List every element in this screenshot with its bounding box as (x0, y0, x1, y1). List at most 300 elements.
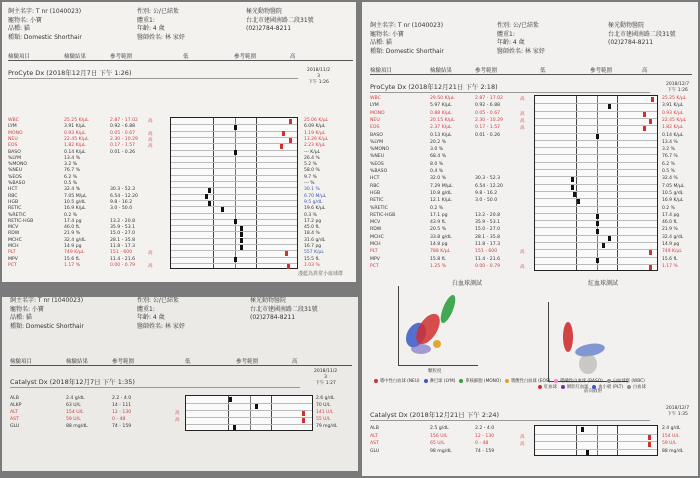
reference-value: 7.05 M/μL (662, 183, 685, 189)
divider (10, 365, 352, 366)
range: 11.8 - 17.3 (110, 244, 136, 249)
report-sheet-procyte-1207 (2, 2, 356, 282)
range: 12 - 130 (112, 410, 132, 415)
sex: 性別: 公/已結紮 (137, 297, 179, 304)
result-marker (240, 245, 243, 250)
value: 0.2 % (64, 212, 78, 218)
result-marker (289, 119, 292, 124)
reference-value: 25.25 K/μL (662, 96, 687, 101)
value: 0.5 % (64, 181, 78, 186)
item: RBC (370, 183, 380, 189)
value: 63 U/L (66, 403, 81, 408)
flag: 高 (520, 250, 525, 256)
gauge-row-line (171, 213, 297, 214)
gauge-row-line (535, 176, 657, 177)
reference-value: 5.2 % (304, 162, 317, 168)
result-marker (282, 131, 285, 136)
clinic-info (608, 22, 676, 48)
reference-value: 1.19 K/μL (304, 130, 326, 136)
item: HCT (8, 187, 18, 193)
item: HCT (370, 176, 380, 182)
gauge-row-line (535, 118, 657, 119)
reference-value: 79 mg/dL (316, 424, 338, 429)
range: 2.30 - 10.29 (110, 136, 138, 142)
legend-dot-icon (374, 379, 378, 383)
reference-value: 0.5 % (662, 169, 675, 174)
range: 28.1 - 35.8 (110, 237, 136, 243)
result-marker (651, 97, 654, 102)
reference-value: 749 K/μL (662, 249, 682, 255)
range: 35.9 - 53.1 (110, 225, 136, 231)
age: 年齡: 4 歲 (137, 314, 165, 321)
item: %LYM (8, 155, 22, 161)
flag: 高 (148, 137, 153, 143)
legend-label: 嗜中性白血球 (NEU) (380, 379, 420, 384)
item: LYM (370, 103, 379, 109)
reference-value: 0.93 K/μL (662, 110, 684, 116)
gauge-row-line (171, 225, 297, 226)
gauge-row-line (186, 424, 312, 425)
item: RETIC (370, 198, 384, 204)
item: %NEU (370, 154, 385, 160)
col-range: 參考範圍 (110, 54, 133, 60)
range: 0 - 48 (475, 441, 489, 446)
item: %MONO (8, 162, 27, 168)
reference-value: 6.2 % (662, 161, 675, 167)
weight: 體重1: (497, 30, 515, 38)
gauge-row-line (535, 198, 657, 199)
reference-value: 13.26 K/μL (304, 136, 329, 142)
range: 0.05 - 0.67 (110, 130, 136, 136)
owner-label: 飼主名字: T nr (1040023) (10, 297, 84, 304)
reference-value: 2.23 K/μL (304, 143, 326, 149)
eos-cluster (433, 340, 441, 348)
gauge-row-line (171, 238, 297, 239)
value: 59 U/L (66, 417, 81, 422)
value: 0.2 % (430, 205, 444, 211)
wbc-x-label: 顆粒度 (428, 369, 442, 374)
range: 14 - 111 (112, 403, 132, 408)
gauge-row-line (535, 111, 657, 112)
age: 年齡: 4 歲 (497, 39, 525, 46)
item: RDW (370, 227, 382, 233)
item: MPV (8, 256, 18, 262)
col-normal: 參考範圍 (234, 54, 257, 60)
item: MCH (370, 242, 381, 247)
reference-value: 3.91 K/μL (662, 103, 684, 109)
legend-item (374, 379, 420, 384)
divider (370, 92, 650, 93)
value: 3.91 K/μL (64, 124, 86, 130)
result-marker (208, 188, 211, 193)
gauge-row-line (535, 235, 657, 236)
flag: 高 (520, 118, 525, 124)
clinic-address: 台北市建國南路二段31號 (246, 16, 314, 24)
range: 3.0 - 50.0 (110, 206, 133, 212)
range: 2.2 - 4.0 (475, 426, 495, 431)
result-marker (240, 238, 243, 243)
doctor: 醫師姓名: 林 家妤 (137, 33, 185, 41)
value: 0.14 K/μL (64, 149, 86, 155)
gauge-row-line (535, 249, 657, 250)
range: 28.1 - 35.8 (475, 234, 501, 240)
item: MONO (8, 130, 23, 136)
legend-item (561, 385, 588, 390)
reference-value: 0.14 K/μL (662, 132, 684, 138)
gauge-row-line (535, 242, 657, 243)
patient-info-mid (497, 22, 545, 56)
value: 10.5 g/dL (64, 199, 86, 205)
col-high: 高 (290, 54, 296, 60)
gauge-row-line (186, 403, 312, 404)
range: 30.3 - 52.3 (475, 176, 501, 182)
gauge-row-line (535, 449, 657, 450)
wbc-scatter-plot (398, 286, 478, 366)
value: 0.88 K/μL (430, 110, 452, 116)
wbc-cluster (579, 354, 597, 374)
result-marker (649, 265, 652, 270)
result-marker (648, 435, 651, 440)
reference-value: 154 U/L (662, 433, 680, 439)
item: ALT (370, 433, 378, 439)
range: 15.0 - 27.0 (475, 227, 501, 233)
legend-dot-icon (607, 379, 611, 383)
reference-value: 1.03 % (304, 262, 320, 268)
legend-dot-icon (424, 379, 428, 383)
result-marker (596, 221, 599, 226)
legend-item (627, 385, 646, 390)
reference-value: 19.6 K/μL (304, 206, 326, 212)
gauge-row-line (171, 168, 297, 169)
item: ALB (370, 426, 379, 431)
range: 0.17 - 1.57 (475, 125, 501, 131)
range: 3.0 - 50.0 (475, 198, 498, 204)
item: LYM (8, 124, 17, 130)
patient-info-left (370, 22, 444, 56)
legend-label: 血小板 (PLT) (598, 385, 624, 390)
breed: 種類: Domestic Shorthair (370, 47, 444, 55)
result-marker (240, 232, 243, 237)
value: 749 K/μL (64, 250, 85, 256)
item: MCV (8, 225, 19, 231)
reference-value: 22.45 K/μL (662, 117, 687, 123)
print-date: 2018/11/2 3 下午 1:27 (314, 369, 338, 386)
clinic-name: 極光動物醫院 (250, 297, 287, 304)
result-marker (571, 177, 574, 182)
legend-label: 嗜鹼性白血球 (BASO) (560, 379, 603, 384)
clinic-info (246, 8, 314, 34)
gauge-row-line (171, 137, 297, 138)
legend-label: 網狀紅血球 (566, 385, 589, 390)
legend-dot-icon (627, 385, 631, 389)
mono-cluster (438, 293, 459, 325)
report-sheet-procyte-1221: 飼主名字: T nr (1040023) 寵物名: 小寶 品種: 貓 種類: Domestic Shorthair 性別: 公/已結紮 體重1: 年齡: 4 歲 醫師姓名: 林 家妤 極光動物醫院 台北市建國南路二段31號 (02)2784-8211 檢驗項目 檢驗結果 參考範圍 低 參考範圍 高 ProCyte Dx (2018年12月21日 下午 2:18) 2018/12/7 下午 1:26 WBC 29.50 K/μL 2.87 - 17.02 高 25.25 K/μL LYM 5.97 K/μL 0.92 - 6.88 3.91 K/μL MONO 0.88 K/μL 0.05 - 0.67 高 0.93 K/μL NEU 20.15 K/μL 2.30 - 10.29 高 22.45 K/μL EOS 2.37 K/μL 0.17 - 1.57 高 1.82 K/μL BASO 0.13 K/μL 0.01 - 0.26 0.14 K/μL %LYM 20.2 % 13.4 % %MONO 3.0 % 3.2 % %NEU 68.4 % 76.7 % %EOS 8.0 % 6.2 % %BASO 0.4 % 0.5 % HCT 32.0 % 30.3 - 52.3 32.4 % RBC 7.29 M/μL 6.54 - 12.20 7.05 M/μL HGB 10.8 g/dL 9.8 - 16.2 10.5 g/dL RETIC 12.1 K/μL 3.0 - 50.0 16.9 K/μL %RETIC 0.2 % 0.2 % RETIC-HGB 17.1 pg 13.2 - 20.8 17.4 pg MCV 43.9 fL 35.9 - 53.1 46.0 fL RDW 20.5 % 15.0 - 27.0 21.9 % MCHC 33.8 g/dL 28.1 - 35.8 32.4 g/dL MCH 14.8 pg 11.8 - 17.3 14.9 pg PLT 788 K/μL 151 - 600 高 749 K/μL MPV 15.8 fL 11.4 - 21.6 15.6 fL PCT 1.25 % 0.00 - 0.79 高 1.17 % 白血球測試 紅血球測試 顆粒度 前向散射 嗜中性白血球 (NEU) 淋巴球 (LYM) 單核細胞 (MONO) 嗜酸性白血球 (EOS) 嗜鹼性白血球 (BASO) 白血球群 (WBC) 紅血球 網狀紅血球 血小板 (PLT) 白血球 Catalyst Dx (2018年12月21日 下午 2:24) 2018/12/7 下午 1:35 ALB 2.5 g/dL 2.2 - 4.0 2.4 g/dL ALT 156 U/L 12 - 130 高 154 U/L AST 65 U/L 0 - 48 高 59 U/L GLU 98 mg/dL 74 - 159 88 mg/dL (362, 2, 698, 476)
value: 88 mg/dL (66, 424, 88, 429)
legend-dot-icon (538, 385, 542, 389)
value: 22.45 K/μL (64, 136, 89, 142)
item: GLU (370, 448, 380, 454)
reference-value: 9.7 % (304, 174, 317, 180)
result-marker (221, 207, 224, 212)
gauge-row-line (171, 187, 297, 188)
value: 1.25 % (430, 263, 447, 269)
gauge-row-line (535, 162, 657, 163)
value: 13.4 % (64, 155, 81, 161)
item: MCHC (370, 234, 384, 240)
value: 7.29 M/μL (430, 183, 453, 189)
gauge-row-line (171, 162, 297, 163)
range: 0.92 - 6.88 (475, 103, 501, 109)
item: PCT (8, 262, 17, 268)
value: 29.50 K/μL (430, 96, 455, 101)
result-marker (229, 397, 232, 402)
reference-value: 58.0 % (304, 168, 320, 174)
flag: 高 (520, 434, 525, 440)
result-marker (285, 251, 288, 256)
reference-value: 557 K/μL (304, 250, 324, 256)
value: 1.17 % (64, 262, 81, 268)
print-date: 2018/11/2 3 下午 1:26 (307, 68, 331, 85)
flag: 高 (148, 144, 153, 150)
value: 21.9 % (64, 231, 81, 237)
gauge-row-line (186, 410, 312, 411)
result-marker (596, 258, 599, 263)
value: 25.25 K/μL (64, 118, 89, 123)
gauge-row-line (171, 194, 297, 195)
reference-value: 17.2 pg (304, 218, 322, 224)
value: 32.4 g/dL (64, 237, 86, 243)
item: RETIC-HGB (370, 212, 396, 218)
legend-label: 白血球 (633, 385, 646, 390)
range: 151 - 600 (475, 249, 498, 255)
result-marker (596, 229, 599, 234)
reference-value: 76.7 % (662, 154, 678, 160)
result-marker (643, 126, 646, 131)
value: 3.0 % (430, 147, 444, 153)
reference-value: 2.6 g/dL (316, 396, 335, 401)
result-marker (608, 236, 611, 241)
reference-value: 1.17 % (662, 263, 678, 269)
item: RETIC-HGB (8, 218, 34, 224)
reference-value: 32.4 g/dL (662, 234, 684, 240)
range: 2.87 - 17.02 (475, 96, 503, 101)
value: 14.8 pg (430, 242, 448, 247)
clinic-phone: (02)2784-8211 (246, 25, 292, 32)
gauge-row-line (535, 154, 657, 155)
range: 0.01 - 0.26 (475, 132, 501, 138)
reference-value: 31.6 g/dL (304, 237, 326, 243)
item: %EOS (370, 161, 384, 167)
reference-value: 14.9 pg (662, 242, 680, 247)
value: 32.4 % (64, 187, 81, 193)
value: 154 U/L (66, 410, 84, 415)
gauge-row-line (535, 125, 657, 126)
item: GLU (10, 424, 20, 429)
item: RBC (8, 193, 18, 199)
item: PLT (8, 250, 16, 256)
reference-value: 46.0 fL (662, 220, 678, 226)
age: 年齡: 4 歲 (137, 25, 165, 32)
gauge-row-line (535, 140, 657, 141)
result-marker (234, 257, 237, 262)
result-marker (302, 418, 305, 423)
range: 0.01 - 0.26 (110, 149, 136, 155)
owner-label: 飼主名字: T nr (1040023) (370, 22, 444, 29)
reference-value: 0.3 % (304, 212, 317, 218)
species: 品種: 貓 (8, 25, 30, 32)
reference-value: 17.4 pg (662, 212, 680, 218)
range-gauge (170, 117, 298, 269)
value: 10.8 g/dL (430, 190, 452, 196)
item: MONO (370, 110, 385, 116)
wbc-legend (374, 378, 645, 385)
reference-value: 6.70 M/μL (304, 193, 327, 199)
range: 2.87 - 17.02 (110, 118, 138, 123)
result-marker (643, 112, 646, 117)
range: 9.8 - 16.2 (110, 199, 133, 205)
value: 17.1 pg (430, 212, 448, 218)
results-table (10, 396, 355, 436)
patient-info-left (10, 297, 84, 331)
flag: 高 (520, 97, 525, 102)
legend-item (424, 379, 456, 384)
patient-info-mid (137, 8, 185, 42)
item: WBC (8, 118, 19, 123)
item: RDW (8, 231, 20, 237)
pet-name: 寵物名: 小寶 (8, 16, 42, 24)
value: 65 U/L (430, 441, 445, 446)
value: 32.0 % (430, 176, 447, 182)
item: %LYM (370, 139, 384, 145)
legend-item (538, 385, 557, 390)
range: 35.9 - 53.1 (475, 220, 501, 226)
section-title: ProCyte Dx (2018年12月7日 下午 1:26) (8, 69, 132, 77)
result-marker (255, 404, 258, 409)
result-marker (649, 250, 652, 255)
flag: 高 (520, 111, 525, 117)
item: MCH (8, 244, 19, 249)
reference-value: 45.0 fL (304, 225, 320, 231)
result-marker (649, 119, 652, 124)
result-marker (608, 104, 611, 109)
reference-value: 55 U/L (316, 417, 331, 422)
item: %NEU (8, 168, 23, 174)
reference-value: 6.09 K/μL (304, 124, 326, 130)
reference-value: 15.5 fL (304, 256, 320, 262)
divider (370, 74, 692, 75)
range: 11.8 - 17.3 (475, 242, 501, 247)
range: 11.4 - 21.6 (110, 256, 136, 262)
value: 2.5 g/dL (430, 426, 449, 431)
value: 2.37 K/μL (430, 125, 452, 131)
item: PLT (370, 249, 378, 255)
value: 46.0 fL (64, 225, 80, 231)
sex: 性別: 公/已結紮 (137, 8, 179, 15)
result-marker (596, 214, 599, 219)
item: NEU (8, 136, 18, 142)
item: %BASO (8, 181, 26, 186)
legend-dot-icon (459, 379, 463, 383)
value: 15.8 fL (430, 256, 446, 262)
legend-dot-icon (561, 385, 565, 389)
item: %RETIC (8, 212, 26, 218)
gauge-row-line (171, 244, 297, 245)
value: 16.9 K/μL (64, 206, 86, 212)
value: 20.15 K/μL (430, 117, 455, 123)
result-marker (208, 201, 211, 206)
value: 1.82 K/μL (64, 143, 86, 149)
range: 30.3 - 52.3 (110, 187, 136, 193)
item: MCHC (8, 237, 22, 243)
item: MCV (370, 220, 381, 226)
gauge-row-line (171, 175, 297, 176)
col-item: 檢驗項目 (8, 54, 31, 60)
gauge-row-line (171, 131, 297, 132)
legend-label: 白血球群 (WBC) (612, 379, 645, 384)
reference-value: 3.2 % (662, 147, 675, 153)
cell-cluster (411, 344, 431, 354)
clinic-name: 極光動物醫院 (246, 8, 283, 15)
item: PCT (370, 263, 379, 269)
wbc-scatter-title: 白血球測試 (452, 280, 483, 287)
reference-value: 26.4 % (304, 155, 320, 161)
legend-dot-icon (554, 379, 558, 383)
reference-value: 16.7 pg (304, 244, 322, 249)
results-table (8, 118, 353, 278)
rbc-cluster (563, 322, 573, 352)
patient-info-mid (137, 297, 185, 331)
gauge-row-line (535, 184, 657, 185)
result-marker (577, 199, 580, 204)
value: 6.2 % (64, 174, 78, 180)
reference-value: 2.4 g/dL (662, 426, 681, 431)
result-marker (234, 219, 237, 224)
result-marker (205, 194, 208, 199)
report-sheet-catalyst-1207: 飼主名字: T nr (1040023) 寵物名: 小寶 品種: 貓 種類: Domestic Shorthair 性別: 公/已結紮 體重1: 年齡: 4 歲 醫師姓名: 林 家妤 極光動物醫院 台北市建國南路二段31號 (02)2784-8211 檢驗項目 檢驗結果 參考範圍 低 參考範圍 高 Catalyst Dx (2018年12月7日 下午 1:35) 2018/11/2 3 下午 1:27 ALB 2.4 g/dL 2.2 - 4.0 2.6 g/dL ALKP 63 U/L 14 - 111 70 U/L ALT 154 U/L 12 - 130 高 141 U/L AST 59 U/L 0 - 48 高 55 U/L GLU 88 mg/dL 74 - 159 79 mg/dL (2, 297, 358, 471)
item: %MONO (370, 147, 389, 153)
gauge-row-line (535, 434, 657, 435)
item: NEU (370, 117, 380, 123)
clinic-info (250, 297, 318, 323)
divider (10, 387, 300, 388)
range: 11.4 - 21.6 (475, 256, 501, 262)
gauge-row-line (171, 181, 297, 182)
reference-value: 88 mg/dL (662, 448, 684, 454)
clinic-phone: (02)2784-8211 (608, 39, 654, 46)
flag: 高 (148, 131, 153, 137)
divider (8, 78, 298, 79)
result-marker (571, 185, 574, 190)
value: 43.9 fL (430, 220, 446, 226)
result-marker (648, 442, 651, 447)
flag: 高 (148, 119, 153, 124)
legend-label: 嗜酸性白血球 (EOS) (510, 379, 551, 384)
result-marker (240, 226, 243, 231)
result-marker (573, 192, 576, 197)
reference-value: 10.5 g/dL (662, 190, 684, 196)
legend-label: 單核細胞 (MONO) (465, 379, 501, 384)
weight: 體重1: (137, 305, 155, 313)
reference-value: --- K/μL (304, 149, 321, 155)
chem-section-title: Catalyst Dx (2018年12月21日 下午 2:24) (370, 411, 500, 419)
reference-value: 30.1 % (304, 187, 320, 193)
legend-item (459, 379, 501, 384)
value: 788 K/μL (430, 249, 451, 255)
gauge-row-line (171, 206, 297, 207)
divider (370, 420, 650, 421)
breed: 種類: Domestic Shorthair (10, 322, 84, 330)
value: 3.2 % (64, 162, 78, 168)
